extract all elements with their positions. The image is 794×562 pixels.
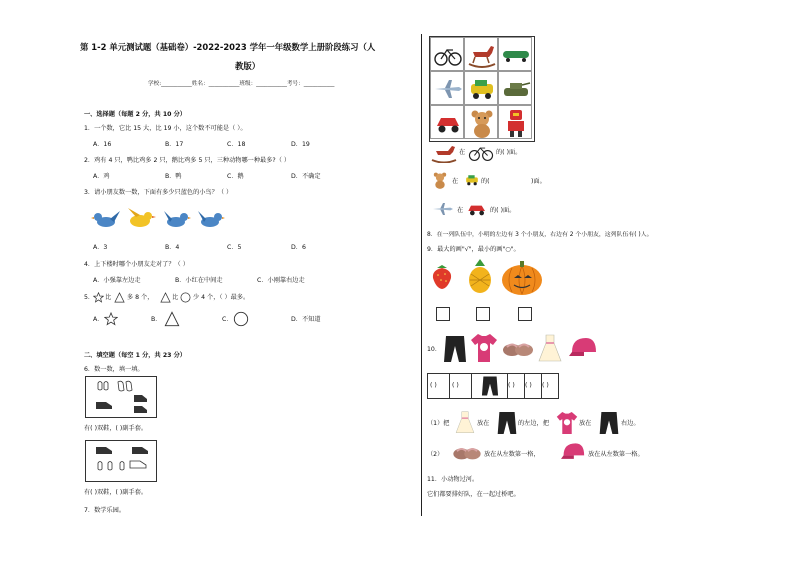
q1-option-a: A．16: [93, 141, 112, 148]
blue-bird-icon: [198, 211, 225, 227]
slippers-icon: [452, 443, 482, 463]
shoes-gloves-box-2: [85, 440, 157, 482]
q5-stem-compare1: 比: [105, 294, 112, 301]
q4-option-b: B．小红在中间走: [175, 277, 223, 284]
q5-option-b: B．: [151, 316, 162, 323]
column-divider: [421, 34, 422, 516]
q3-option-a: A．3: [93, 244, 108, 251]
student-info-line: 学校:___________姓名：___________班级：___________考号：___________: [148, 81, 335, 87]
pants-icon: [598, 410, 620, 436]
q6-answer-1: 有( )双鞋，( )副手套。: [84, 425, 148, 432]
strip-cell[interactable]: ( ): [542, 382, 549, 389]
toy-car-icon: [461, 171, 483, 189]
pants-icon: [480, 375, 500, 397]
page-title-line1: 第 1-2 单元测试题（基础卷）-2022-2023 学年一年级数学上册阶段练习（人: [80, 42, 376, 52]
strip-cell[interactable]: ( ): [450, 374, 472, 398]
section1-heading: 一、选择题（每题 2 分，共 10 分）: [84, 111, 186, 118]
q4-option-a: A．小强靠左边走: [93, 277, 141, 284]
teddy-bear-icon: [430, 168, 450, 192]
shoes-gloves-box-1: [85, 376, 157, 418]
q10-2-mid: 放在从左数第一格，: [484, 451, 540, 458]
bicycle-icon: [431, 38, 465, 72]
q11-line: 它们都要排好队，在一起过桥吧。: [427, 491, 520, 498]
q1-option-b: B．17: [165, 141, 184, 148]
strawberry-icon: [428, 262, 456, 290]
q7-row3-in: 在: [457, 207, 464, 214]
q5-option-d: D．不知道: [291, 316, 321, 323]
dress-icon: [537, 333, 563, 365]
bicycle-icon: [467, 143, 495, 163]
slippers-icon: [502, 338, 534, 360]
tshirt-icon: [556, 409, 578, 437]
shoes-gloves-picture: [86, 441, 156, 481]
q2-option-a: A．鸡: [93, 173, 110, 180]
star-icon: [93, 292, 104, 303]
rocking-horse-icon: [465, 38, 499, 72]
q7-row2-mid: 的(: [481, 178, 490, 185]
strip-cell-pants: [472, 374, 508, 398]
toy-car-icon: [465, 72, 499, 106]
answer-box-pumpkin[interactable]: [518, 307, 532, 321]
q5-stem-compare2: 比: [172, 294, 179, 301]
position-strip: [427, 373, 559, 399]
q7-row1-tail: 的( )面。: [496, 149, 522, 156]
cap-icon: [568, 334, 598, 362]
star-icon: [104, 312, 118, 326]
q10-2-end: 放在从左数第一格。: [588, 451, 644, 458]
yellow-bird-icon: [128, 208, 156, 227]
skateboard-icon: [499, 38, 533, 72]
q10-1-left: 的左边，把: [518, 420, 549, 427]
q1-option-c: C．18: [227, 141, 246, 148]
tshirt-icon: [470, 332, 498, 364]
triangle-icon: [114, 292, 125, 303]
q10-1-right: 右边。: [621, 420, 640, 427]
strip-cell[interactable]: ( ): [508, 374, 525, 398]
q6-answer-2: 有( )双鞋，( )副手套。: [84, 489, 148, 496]
q9-stem: 9．最大的画"√"，最小的画"○"。: [427, 246, 520, 253]
pants-icon: [442, 334, 468, 364]
birds-picture: [90, 205, 230, 235]
q3-stem: 3．请小朋友数一数，下面有多少只蓝色的小鸟？（ ）: [84, 189, 233, 196]
robot-icon: [499, 106, 533, 140]
q7-row1-in: 在: [459, 149, 466, 156]
circle-icon: [233, 311, 249, 327]
pants-icon: [496, 410, 518, 436]
pumpkin-icon: [500, 258, 544, 296]
section2-heading: 二、填空题（每空 1 分，共 23 分）: [84, 352, 186, 359]
q2-option-d: D．不确定: [291, 173, 321, 180]
q7-row2-tail: )面。: [531, 178, 546, 185]
pineapple-icon: [465, 258, 495, 294]
q1-stem: 1．一个数，它比 15 大，比 19 小，这个数不可能是（ ）。: [84, 125, 247, 132]
q2-option-b: B．鸭: [165, 173, 182, 180]
q2-stem: 2．鸡有 4 只，鸭比鸡多 2 只，鹅比鸡多 5 只，三种动物哪一种最多?（ ）: [84, 157, 291, 164]
q6-stem: 6．数一数，填一填。: [84, 366, 144, 373]
ride-on-car-icon: [465, 199, 489, 219]
q4-stem: 4．上下楼时哪个小朋友走对了？（ ）: [84, 261, 189, 268]
q5-stem-end: 少 4 个，（ ）最多。: [193, 294, 250, 301]
airplane-icon: [430, 201, 456, 217]
q3-option-d: D．6: [291, 244, 306, 251]
page-title-line2: 教版）: [235, 61, 261, 71]
answer-box-strawberry[interactable]: [436, 307, 450, 321]
q10-1-start: （1）把: [427, 420, 450, 427]
q7-stem: 7．数学乐园。: [84, 507, 126, 514]
q8-stem: 8．在一列队伍中，小明的左边有 3 个小朋友，右边有 2 个小朋友，这列队伍有( )人。: [427, 232, 653, 238]
q1-option-d: D．19: [291, 141, 310, 148]
cap-icon: [560, 440, 586, 464]
circle-icon: [180, 292, 191, 303]
triangle-icon: [160, 292, 171, 303]
q10-1-put: 放在: [477, 420, 490, 427]
q3-option-b: B．4: [165, 244, 180, 251]
q5-stem-more: 多 8 个，: [127, 294, 154, 301]
q5-option-a: A．: [93, 316, 104, 323]
q5-option-c: C．: [222, 316, 233, 323]
teddy-bear-icon: [465, 106, 499, 140]
q10-number: 10．: [427, 346, 442, 353]
q7-row2-in: 在: [452, 178, 459, 185]
q3-option-c: C．5: [227, 244, 242, 251]
q11-stem: 11．小动物过河。: [427, 476, 479, 483]
dress-icon: [454, 410, 476, 436]
q10-1-put2: 放在: [579, 420, 592, 427]
q7-row3-tail: 的( )面。: [490, 207, 516, 214]
q2-option-c: C．鹅: [227, 173, 244, 180]
triangle-icon: [164, 311, 180, 327]
toy-grid: [429, 36, 535, 142]
q4-option-c: C．小刚靠右边走: [257, 277, 305, 284]
strip-cell[interactable]: ( ): [525, 374, 542, 398]
shoes-gloves-picture: [86, 377, 156, 417]
blue-bird-icon: [91, 211, 120, 227]
airplane-icon: [431, 72, 465, 106]
q10-2-start: （2）: [427, 451, 444, 458]
answer-box-pineapple[interactable]: [476, 307, 490, 321]
ride-on-car-icon: [431, 106, 465, 140]
tank-icon: [499, 72, 533, 106]
rocking-horse-icon: [430, 143, 458, 163]
blue-bird-icon: [164, 211, 191, 227]
q5-stem-start: 5．: [84, 294, 95, 301]
strip-cell[interactable]: ( ): [428, 374, 450, 398]
